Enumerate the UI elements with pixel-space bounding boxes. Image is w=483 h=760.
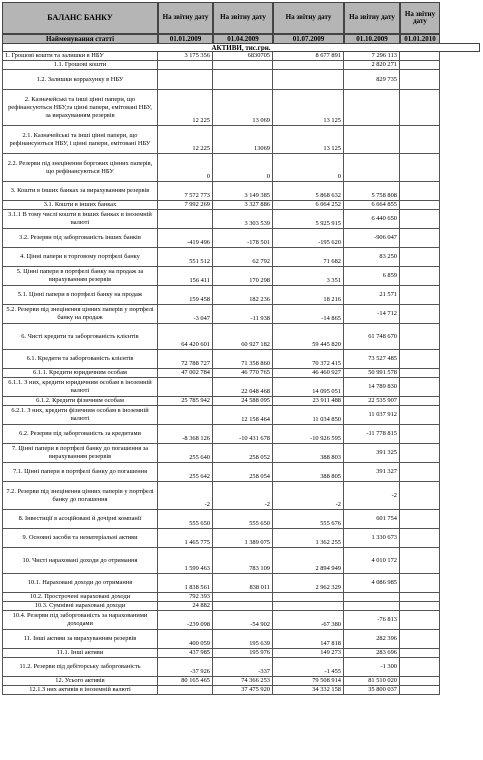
cell-value: -10 431 678 <box>213 425 273 444</box>
row-label: 7.1. Цінні папери в портфелі банку до погашення <box>2 463 158 482</box>
cell-value: 6 440 650 <box>344 210 400 229</box>
cell-value: 13 069 <box>213 90 273 126</box>
table-row <box>2 61 480 70</box>
cell-value <box>400 182 440 201</box>
date-col-label-2: На звітну дату <box>213 2 273 34</box>
cell-value: 60 927 182 <box>213 324 273 350</box>
cell-value <box>344 154 400 182</box>
date-col-label-4: На звітну дату <box>344 2 400 34</box>
cell-value: 22 535 907 <box>344 397 400 406</box>
cell-value: 12 225 <box>158 90 213 126</box>
cell-value <box>400 649 440 658</box>
cell-value: 149 273 <box>273 649 344 658</box>
cell-value <box>400 286 440 305</box>
cell-value: -37 926 <box>158 658 213 677</box>
cell-value: 555 676 <box>273 510 344 529</box>
row-label: 2.2. Резерви під знецінення боргових цінних паперів, що рефінансуються НБУ <box>2 154 158 182</box>
cell-value <box>158 70 213 90</box>
cell-value <box>400 574 440 593</box>
bank-title: БАЛАНС БАНКУ <box>2 2 158 34</box>
date-col-label-3: На звітну дату <box>273 2 344 34</box>
cell-value: 5 868 632 <box>273 182 344 201</box>
cell-value: 13069 <box>213 126 273 154</box>
cell-value: 21 571 <box>344 286 400 305</box>
date-2: 01.04.2009 <box>213 34 273 44</box>
cell-value <box>400 90 440 126</box>
cell-value: 258 052 <box>213 444 273 463</box>
cell-value <box>400 324 440 350</box>
cell-value: 14 095 051 <box>273 378 344 397</box>
row-label: 6.1.1. Кредити юридичним особам <box>2 369 158 378</box>
cell-value: -2 <box>158 482 213 510</box>
row-label: 3.2. Резерви під заборгованість інших банків <box>2 229 158 248</box>
cell-value: 1 838 561 <box>158 574 213 593</box>
cell-value: 62 792 <box>213 248 273 267</box>
table-row <box>2 397 480 406</box>
table-row <box>2 593 480 602</box>
cell-value: -3 047 <box>158 305 213 324</box>
table-row <box>2 649 480 658</box>
cell-value: -337 <box>213 658 273 677</box>
cell-value: 3 303 539 <box>213 210 273 229</box>
table-row <box>2 350 480 369</box>
cell-value: 182 236 <box>213 286 273 305</box>
cell-value: 551 512 <box>158 248 213 267</box>
cell-value <box>400 529 440 548</box>
cell-value: 4 010 172 <box>344 548 400 574</box>
cell-value: 12 225 <box>158 126 213 154</box>
table-row <box>2 369 480 378</box>
cell-value: 12 158 464 <box>213 406 273 425</box>
cell-value: -10 926 595 <box>273 425 344 444</box>
table-row <box>2 154 480 182</box>
cell-value: -11 938 <box>213 305 273 324</box>
cell-value: 13 125 <box>273 90 344 126</box>
table-row <box>2 529 480 548</box>
subheader-row <box>2 34 480 43</box>
cell-value: -76 813 <box>344 611 400 630</box>
cell-value: -195 620 <box>273 229 344 248</box>
cell-value: 71 358 860 <box>213 350 273 369</box>
cell-value: 258 054 <box>213 463 273 482</box>
cell-value: -239 098 <box>158 611 213 630</box>
cell-value <box>400 267 440 286</box>
date-col-label-5: На звітну дату <box>400 2 440 34</box>
cell-value <box>213 602 273 611</box>
row-label: 10.1. Нараховані доходи до отримання <box>2 574 158 593</box>
cell-value: 5 758 808 <box>344 182 400 201</box>
cell-value: -8 368 126 <box>158 425 213 444</box>
cell-value: 11 037 912 <box>344 406 400 425</box>
cell-value: 159 458 <box>158 286 213 305</box>
cell-value: 388 803 <box>273 444 344 463</box>
cell-value: 3 149 385 <box>213 182 273 201</box>
cell-value: -906 047 <box>344 229 400 248</box>
row-label: 9. Основні засоби та нематеріальні активи <box>2 529 158 548</box>
cell-value: -1 300 <box>344 658 400 677</box>
row-label: 5. Цінні папери в портфелі банку на продаж за вирахуванням резервів <box>2 267 158 286</box>
cell-value: 838 011 <box>213 574 273 593</box>
cell-value <box>158 378 213 397</box>
cell-value <box>273 61 344 70</box>
cell-value: 14 789 830 <box>344 378 400 397</box>
row-label: 2. Казначейські та інші цінні папери, що рефінансуються НБУ,та цінні папери, емітовані НБУ, за вирахуванням резервів <box>2 90 158 126</box>
cell-value: 0 <box>273 154 344 182</box>
row-label: 5.1. Цінні папери в портфелі банку на продаж <box>2 286 158 305</box>
cell-value: -14 712 <box>344 305 400 324</box>
cell-value: -14 865 <box>273 305 344 324</box>
cell-value <box>400 248 440 267</box>
table-row <box>2 463 480 482</box>
table-row <box>2 378 480 397</box>
table-row <box>2 574 480 593</box>
table-body <box>2 52 480 695</box>
cell-value: 64 420 601 <box>158 324 213 350</box>
cell-value <box>400 593 440 602</box>
cell-value: 7 296 113 <box>344 52 400 61</box>
cell-value: 70 372 415 <box>273 350 344 369</box>
table-row <box>2 229 480 248</box>
cell-value <box>400 305 440 324</box>
cell-value <box>400 201 440 210</box>
row-label: 6.2.1. З них, кредити фізичним особам в іноземній валюті <box>2 406 158 425</box>
cell-value <box>213 593 273 602</box>
cell-value: -67 380 <box>273 611 344 630</box>
table-row <box>2 52 480 61</box>
date-5: 01.01.2010 <box>400 34 440 44</box>
cell-value <box>400 70 440 90</box>
table-row <box>2 482 480 510</box>
row-label: 6. Чисті кредити та заборгованість клієнтів <box>2 324 158 350</box>
cell-value: 555 650 <box>158 510 213 529</box>
table-row <box>2 267 480 286</box>
cell-value: 83 250 <box>344 248 400 267</box>
table-row <box>2 406 480 425</box>
cell-value: 11 034 850 <box>273 406 344 425</box>
cell-value <box>400 229 440 248</box>
cell-value: 80 165 465 <box>158 677 213 686</box>
row-label: 10.3. Сумнівні нараховані доходи <box>2 602 158 611</box>
cell-value: 35 800 037 <box>344 686 400 695</box>
cell-value: 792 393 <box>158 593 213 602</box>
cell-value: 25 785 942 <box>158 397 213 406</box>
cell-value: -2 <box>213 482 273 510</box>
row-label: 11.2. Резерви під дебіторську заборгованість <box>2 658 158 677</box>
cell-value: 34 332 158 <box>273 686 344 695</box>
cell-value: 783 109 <box>213 548 273 574</box>
cell-value: 4 086 985 <box>344 574 400 593</box>
row-label: 6.1.2. Кредити фізичним особам <box>2 397 158 406</box>
cell-value: 5 925 915 <box>273 210 344 229</box>
cell-value: 71 682 <box>273 248 344 267</box>
cell-value <box>400 52 440 61</box>
date-col-label-1: На звітну дату <box>158 2 213 34</box>
cell-value <box>400 482 440 510</box>
cell-value: 255 642 <box>158 463 213 482</box>
cell-value: 1 330 673 <box>344 529 400 548</box>
cell-value <box>400 397 440 406</box>
row-label: 10.2. Прострочені нараховані доходи <box>2 593 158 602</box>
cell-value: 22 048 468 <box>213 378 273 397</box>
table-row <box>2 182 480 201</box>
cell-value: 2 820 271 <box>344 61 400 70</box>
table-row <box>2 686 480 695</box>
cell-value <box>400 611 440 630</box>
cell-value: 1 465 775 <box>158 529 213 548</box>
cell-value <box>344 126 400 154</box>
cell-value: -419 496 <box>158 229 213 248</box>
table-row <box>2 90 480 126</box>
cell-value: 6 859 <box>344 267 400 286</box>
row-label: 8. Інвестиції в асоційовані й дочірні компанії <box>2 510 158 529</box>
table-row <box>2 548 480 574</box>
cell-value <box>273 602 344 611</box>
table-row <box>2 248 480 267</box>
cell-value: 7 992 269 <box>158 201 213 210</box>
table-row <box>2 70 480 90</box>
cell-value: 8 677 891 <box>273 52 344 61</box>
cell-value: 23 911 488 <box>273 397 344 406</box>
cell-value <box>158 686 213 695</box>
cell-value: 6 664 855 <box>344 201 400 210</box>
cell-value: 3 175 356 <box>158 52 213 61</box>
cell-value <box>400 444 440 463</box>
table-row <box>2 602 480 611</box>
header-row <box>2 2 480 34</box>
cell-value: 59 445 820 <box>273 324 344 350</box>
row-label: 10.4. Резерви під заборгованість за нарахованими доходами <box>2 611 158 630</box>
cell-value <box>400 406 440 425</box>
table-row <box>2 286 480 305</box>
row-label: 3.1.1 В тому числі кошти в інших банках в іноземній валюті <box>2 210 158 229</box>
cell-value <box>400 602 440 611</box>
cell-value: -2 <box>344 482 400 510</box>
cell-value: 388 805 <box>273 463 344 482</box>
cell-value: 6830705 <box>213 52 273 61</box>
cell-value: -1 455 <box>273 658 344 677</box>
cell-value <box>400 686 440 695</box>
cell-value <box>158 406 213 425</box>
table-row <box>2 210 480 229</box>
date-3: 01.07.2009 <box>273 34 344 44</box>
row-label: 7.2. Резерви під знецінення цінних паперів у портфелі банку до погашення <box>2 482 158 510</box>
cell-value: 24 882 <box>158 602 213 611</box>
cell-value: 147 818 <box>273 630 344 649</box>
row-label: 5.2. Резерви під знецінення цінних паперів у портфелі банку на продаж <box>2 305 158 324</box>
cell-value: 400 059 <box>158 630 213 649</box>
cell-value <box>400 154 440 182</box>
cell-value: 61 748 670 <box>344 324 400 350</box>
cell-value: 1 389 075 <box>213 529 273 548</box>
cell-value: 7 572 773 <box>158 182 213 201</box>
cell-value: 2 962 329 <box>273 574 344 593</box>
row-label: 3. Кошти в інших банках за вирахуванням резервів <box>2 182 158 201</box>
row-label: 12. Усього активів <box>2 677 158 686</box>
cell-value: 283 696 <box>344 649 400 658</box>
cell-value: 79 508 914 <box>273 677 344 686</box>
row-label: 7. Цінні папери в портфелі банку до погашення за вирахуванням резервів <box>2 444 158 463</box>
cell-value <box>400 630 440 649</box>
cell-value: 24 588 095 <box>213 397 273 406</box>
table-row <box>2 611 480 630</box>
table-row <box>2 630 480 649</box>
cell-value <box>400 425 440 444</box>
cell-value: 195 976 <box>213 649 273 658</box>
cell-value <box>400 350 440 369</box>
cell-value: 13 125 <box>273 126 344 154</box>
cell-value: 46 770 765 <box>213 369 273 378</box>
cell-value: 3 351 <box>273 267 344 286</box>
row-label: 2.1. Казначейські та інші цінні папери, що рефінансуються НБУ, і цінні папери, емітовані НБУ <box>2 126 158 154</box>
cell-value: 6 064 252 <box>273 201 344 210</box>
table-row <box>2 201 480 210</box>
cell-value: 170 298 <box>213 267 273 286</box>
cell-value: 391 325 <box>344 444 400 463</box>
table-row <box>2 444 480 463</box>
cell-value <box>344 602 400 611</box>
cell-value: 0 <box>158 154 213 182</box>
cell-value <box>344 90 400 126</box>
cell-value: 3 327 886 <box>213 201 273 210</box>
date-1: 01.01.2009 <box>158 34 213 44</box>
row-label: 11.1. Інші активи <box>2 649 158 658</box>
cell-value: 50 991 578 <box>344 369 400 378</box>
cell-value: 555 650 <box>213 510 273 529</box>
cell-value: -11 778 815 <box>344 425 400 444</box>
row-label: 1. Грошові кошти та залишки в НБУ <box>2 52 158 61</box>
cell-value: 1 599 463 <box>158 548 213 574</box>
table-row <box>2 677 480 686</box>
cell-value <box>158 210 213 229</box>
cell-value: 47 002 784 <box>158 369 213 378</box>
article-name-label: Найменування статті <box>2 34 158 44</box>
row-label: 1.2. Залишки коррахунку в НБУ <box>2 70 158 90</box>
cell-value <box>273 593 344 602</box>
cell-value: 0 <box>213 154 273 182</box>
cell-value <box>400 463 440 482</box>
row-label: 1.1. Грошові кошти <box>2 61 158 70</box>
row-label: 12.1.З них активів в іноземній валюті <box>2 686 158 695</box>
cell-value: 73 527 485 <box>344 350 400 369</box>
row-label: 4. Цінні папери в торговому портфелі банку <box>2 248 158 267</box>
cell-value: -2 <box>273 482 344 510</box>
cell-value: 601 754 <box>344 510 400 529</box>
table-row <box>2 658 480 677</box>
cell-value: 2 894 949 <box>273 548 344 574</box>
section-title: АКТИВИ, тис.грн. <box>2 43 480 52</box>
cell-value: 156 411 <box>158 267 213 286</box>
cell-value: 829 735 <box>344 70 400 90</box>
cell-value <box>273 70 344 90</box>
cell-value <box>400 677 440 686</box>
cell-value: 74 366 253 <box>213 677 273 686</box>
cell-value: 72 788 727 <box>158 350 213 369</box>
balance-sheet <box>2 2 480 756</box>
row-label: 3.1. Кошти в інших банках <box>2 201 158 210</box>
cell-value <box>400 210 440 229</box>
table-row <box>2 510 480 529</box>
cell-value <box>400 658 440 677</box>
row-label: 6.1. Кредити та заборгованість клієнтів <box>2 350 158 369</box>
cell-value: 282 396 <box>344 630 400 649</box>
cell-value: 255 640 <box>158 444 213 463</box>
cell-value: 46 460 927 <box>273 369 344 378</box>
cell-value <box>213 61 273 70</box>
table-row <box>2 126 480 154</box>
cell-value <box>400 378 440 397</box>
date-4: 01.10.2009 <box>344 34 400 44</box>
cell-value <box>400 548 440 574</box>
table-row <box>2 324 480 350</box>
cell-value: 18 216 <box>273 286 344 305</box>
table-row <box>2 305 480 324</box>
cell-value <box>344 593 400 602</box>
cell-value: 81 510 020 <box>344 677 400 686</box>
cell-value: 37 475 920 <box>213 686 273 695</box>
row-label: 6.1.1. З них, кредити юридичним особам в іноземній валюті <box>2 378 158 397</box>
table-row <box>2 425 480 444</box>
cell-value <box>400 126 440 154</box>
cell-value <box>400 510 440 529</box>
cell-value: 195 639 <box>213 630 273 649</box>
cell-value <box>400 61 440 70</box>
cell-value: 437 985 <box>158 649 213 658</box>
row-label: 6.2. Резерви під заборгованість за кредитами <box>2 425 158 444</box>
cell-value: 391 327 <box>344 463 400 482</box>
cell-value <box>158 61 213 70</box>
cell-value <box>213 70 273 90</box>
cell-value: 1 362 255 <box>273 529 344 548</box>
cell-value: -178 501 <box>213 229 273 248</box>
cell-value <box>400 369 440 378</box>
row-label: 11. Інші активи за вирахуванням резервів <box>2 630 158 649</box>
row-label: 10. Чисті нараховані доходи до отримання <box>2 548 158 574</box>
cell-value: -54 902 <box>213 611 273 630</box>
